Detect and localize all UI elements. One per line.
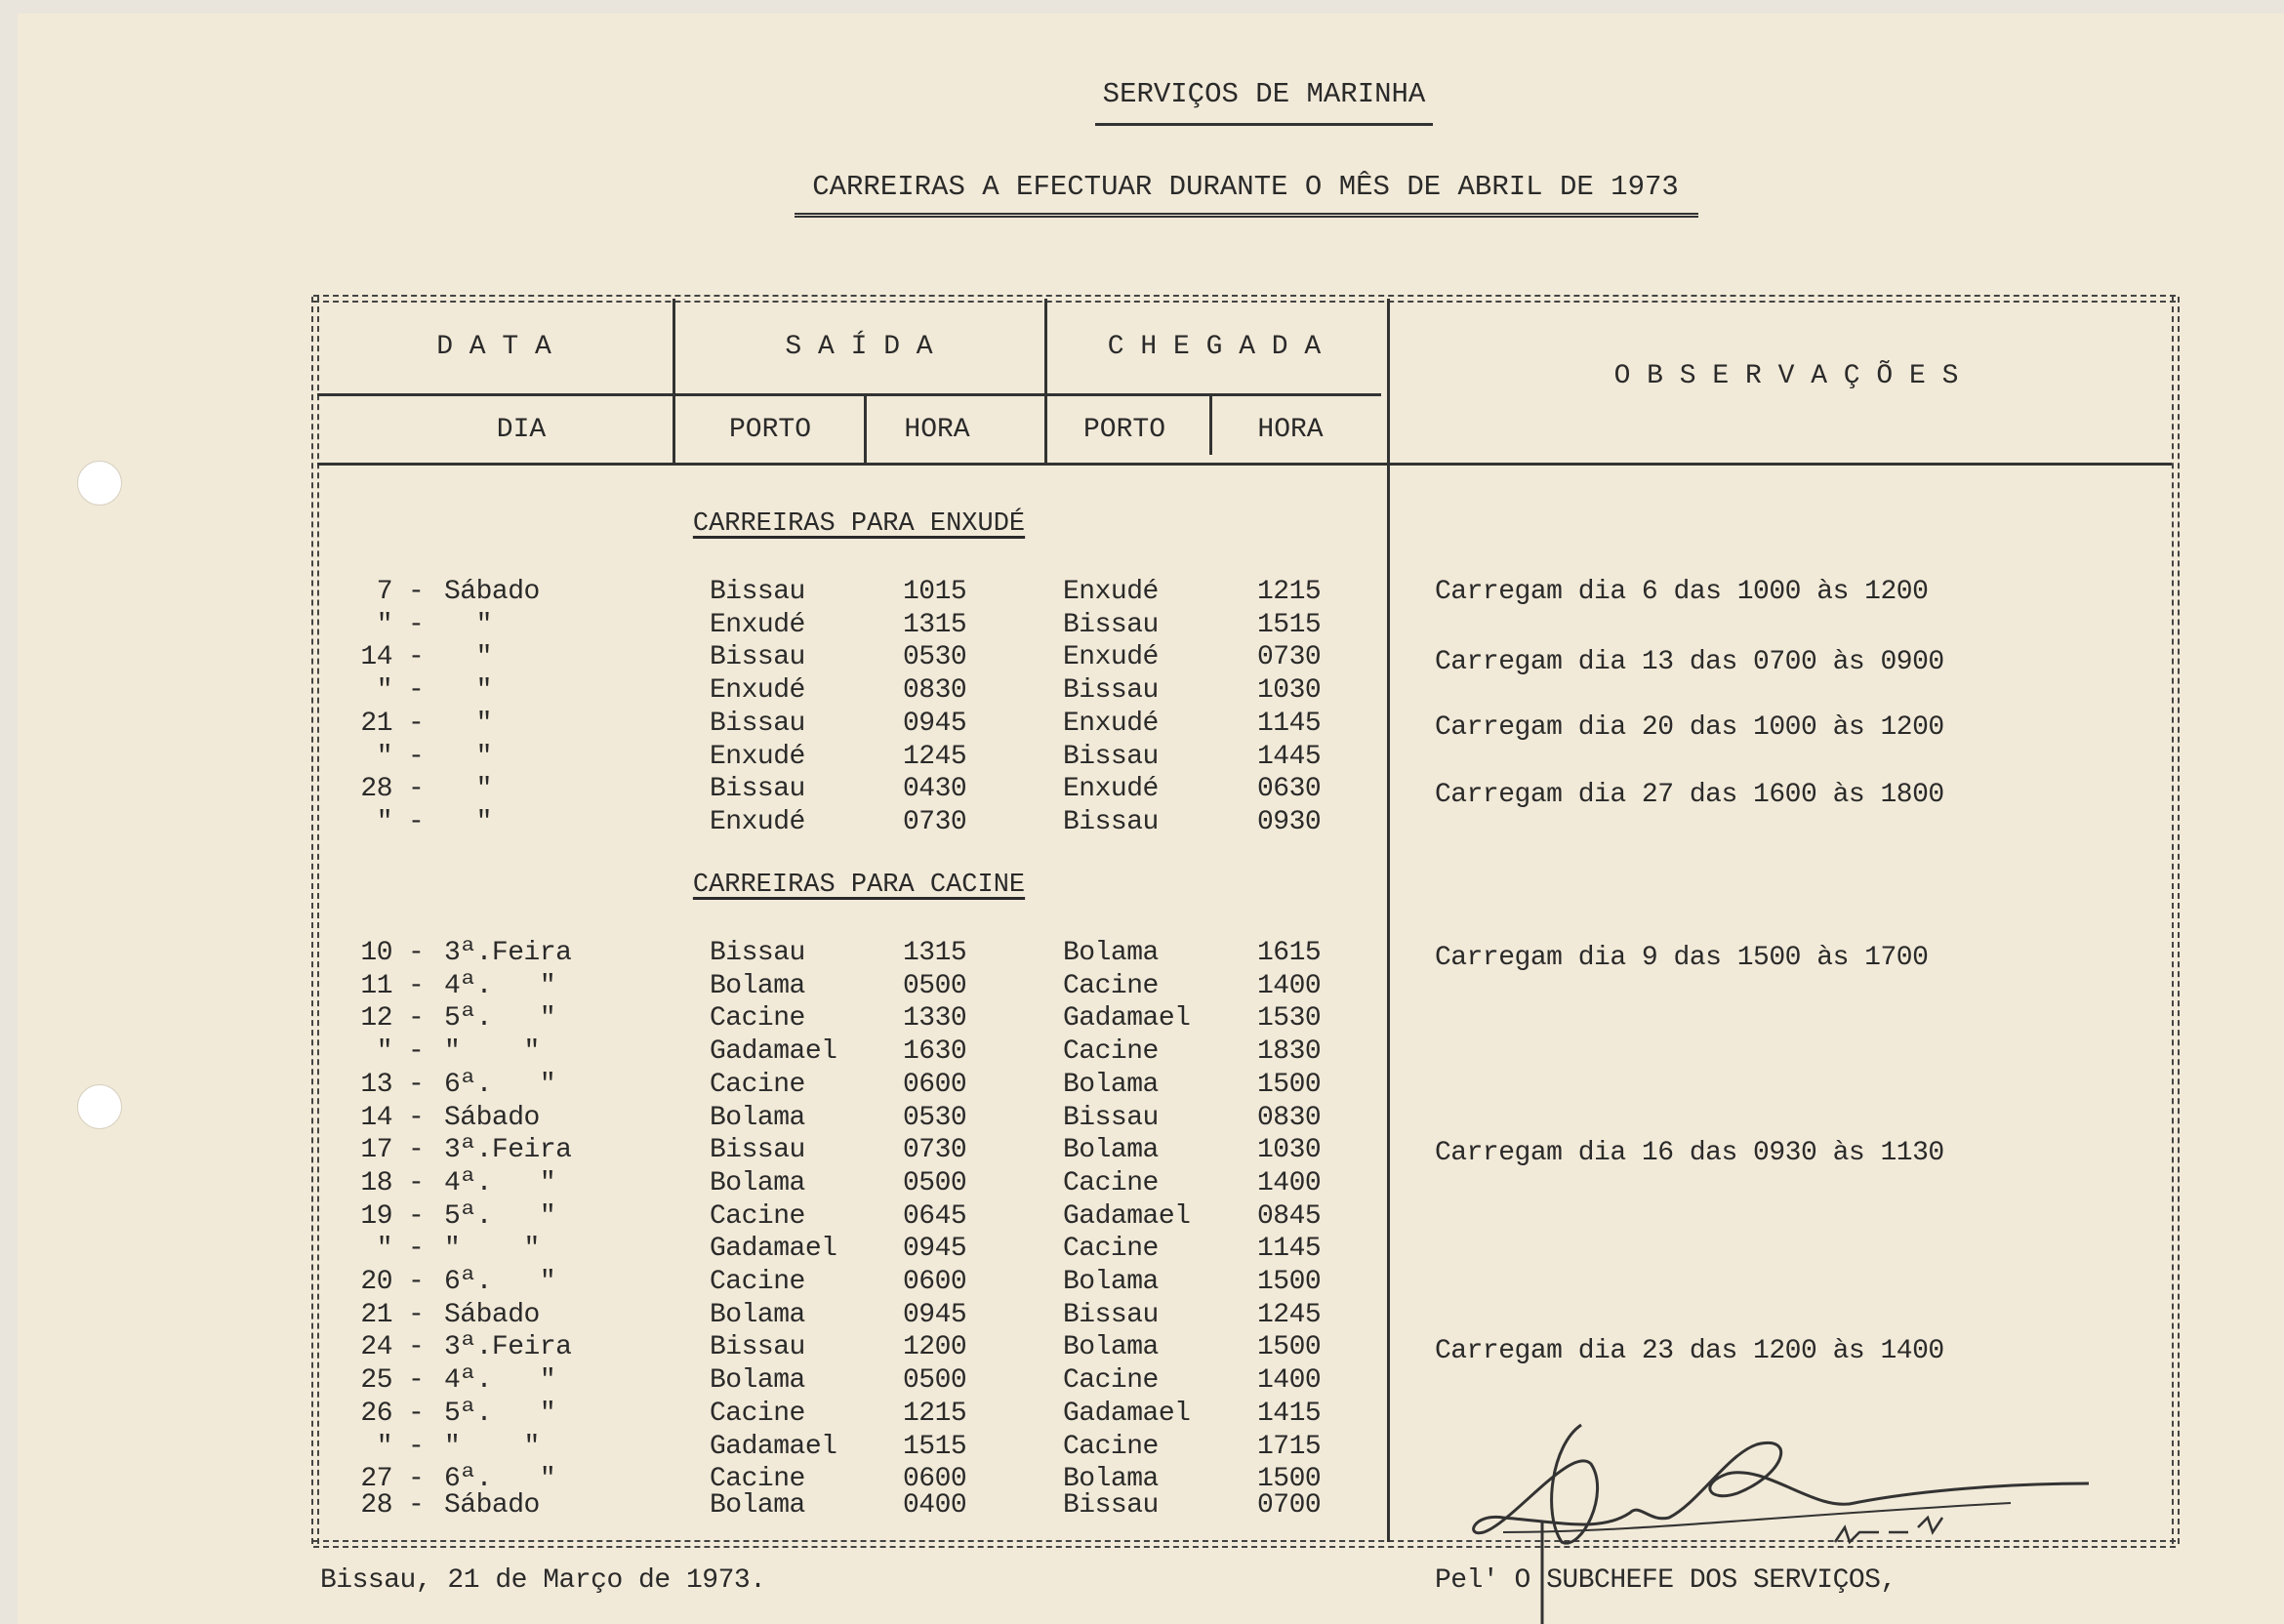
dash-cell: - (408, 741, 425, 772)
arrival-time-cell: 1215 (1257, 577, 1322, 607)
weekday-cell: Sábado (444, 1102, 540, 1133)
weekday-cell: " (444, 806, 492, 837)
departure-port-cell: Bissau (710, 577, 805, 607)
arrival-port-cell: Cacine (1063, 1036, 1159, 1068)
observation-note: Carregam dia 23 das 1200 às 1400 (1435, 1336, 1944, 1366)
arrival-time-cell: 1500 (1257, 1267, 1322, 1297)
departure-port-cell: Bissau (710, 1332, 805, 1363)
weekday-cell: Sábado (444, 577, 540, 607)
arrival-port-cell: Bissau (1063, 1490, 1159, 1522)
day-cell: 20 (360, 1267, 392, 1297)
departure-port-cell: Cacine (710, 1398, 805, 1429)
departure-time-cell: 0600 (903, 1069, 967, 1100)
departure-time-cell: 1315 (903, 609, 967, 640)
arrival-time-cell: 1400 (1257, 1167, 1322, 1198)
day-cell: " (376, 609, 392, 640)
day-cell: " (376, 1431, 392, 1462)
dash-cell: - (408, 1102, 425, 1133)
day-cell: 7 (376, 577, 392, 607)
departure-port-cell: Cacine (710, 1003, 805, 1035)
weekday-cell: 5ª. " (444, 1003, 556, 1035)
dash-cell: - (408, 1200, 425, 1232)
weekday-cell: 5ª. " (444, 1200, 556, 1232)
departure-time-cell: 1200 (903, 1332, 967, 1363)
dash-cell: - (408, 1365, 425, 1397)
dash-cell: - (408, 1490, 425, 1522)
day-cell: 28 (360, 1490, 392, 1522)
weekday-cell: " (444, 708, 492, 739)
day-cell: 17 (360, 1135, 392, 1166)
observation-note: Carregam dia 13 das 0700 às 0900 (1435, 647, 1944, 677)
departure-port-cell: Cacine (710, 1267, 805, 1297)
day-cell: 18 (360, 1167, 392, 1198)
dash-cell: - (408, 938, 425, 968)
arrival-time-cell: 0700 (1257, 1490, 1322, 1522)
title-underline (1095, 123, 1433, 126)
arrival-port-cell: Cacine (1063, 1431, 1159, 1462)
dash-cell: - (408, 675, 425, 707)
header-porto-saida: PORTO (728, 415, 812, 445)
header-porto-chegada: PORTO (1082, 415, 1166, 445)
departure-port-cell: Bolama (710, 1102, 805, 1133)
arrival-port-cell: Enxudé (1063, 774, 1159, 805)
arrival-time-cell: 0630 (1257, 774, 1322, 805)
arrival-port-cell: Enxudé (1063, 708, 1159, 739)
signatory-line: Pel' O SUBCHEFE DOS SERVIÇOS, (1435, 1565, 1897, 1596)
departure-time-cell: 0600 (903, 1464, 967, 1495)
dash-cell: - (408, 1332, 425, 1363)
departure-port-cell: Cacine (710, 1200, 805, 1232)
weekday-cell: Sábado (444, 1299, 540, 1330)
departure-time-cell: 0500 (903, 970, 967, 1001)
departure-time-cell: 0530 (903, 642, 967, 673)
departure-time-cell: 0730 (903, 1135, 967, 1166)
departure-time-cell: 1630 (903, 1036, 967, 1068)
dash-cell: - (408, 1234, 425, 1265)
arrival-port-cell: Bissau (1063, 741, 1159, 772)
day-cell: 24 (360, 1332, 392, 1363)
arrival-port-cell: Bolama (1063, 1267, 1159, 1297)
dash-cell: - (408, 1299, 425, 1330)
weekday-cell: 6ª. " (444, 1267, 556, 1297)
day-cell: 21 (360, 1299, 392, 1330)
arrival-time-cell: 1400 (1257, 970, 1322, 1001)
arrival-port-cell: Bolama (1063, 1135, 1159, 1166)
arrival-time-cell: 1715 (1257, 1431, 1322, 1462)
dash-cell: - (408, 1069, 425, 1100)
dash-cell: - (408, 1003, 425, 1035)
departure-port-cell: Enxudé (710, 806, 805, 837)
arrival-port-cell: Cacine (1063, 1365, 1159, 1397)
arrival-port-cell: Cacine (1063, 1234, 1159, 1265)
header-observacoes: O B S E R V A Ç Õ E S (1613, 361, 1959, 391)
dash-cell: - (408, 609, 425, 640)
day-cell: 10 (360, 938, 392, 968)
arrival-port-cell: Bolama (1063, 938, 1159, 968)
departure-time-cell: 0945 (903, 708, 967, 739)
header-hora-saida: HORA (904, 415, 970, 445)
weekday-cell: " (444, 774, 492, 805)
departure-time-cell: 0830 (903, 675, 967, 707)
header-saida: S A Í D A (785, 332, 933, 362)
weekday-cell: 4ª. " (444, 1365, 556, 1397)
observation-note: Carregam dia 16 das 0930 às 1130 (1435, 1138, 1944, 1168)
dash-cell: - (408, 806, 425, 837)
arrival-port-cell: Bissau (1063, 806, 1159, 837)
arrival-port-cell: Enxudé (1063, 642, 1159, 673)
header-data: D A T A (436, 332, 551, 362)
arrival-port-cell: Cacine (1063, 1167, 1159, 1198)
arrival-port-cell: Bissau (1063, 675, 1159, 707)
day-cell: " (376, 741, 392, 772)
departure-time-cell: 0530 (903, 1102, 967, 1133)
document-title: SERVIÇOS DE MARINHA (1102, 78, 1426, 110)
departure-port-cell: Bolama (710, 1167, 805, 1198)
arrival-time-cell: 1500 (1257, 1069, 1322, 1100)
departure-port-cell: Enxudé (710, 609, 805, 640)
arrival-time-cell: 1515 (1257, 609, 1322, 640)
arrival-time-cell: 1030 (1257, 1135, 1322, 1166)
arrival-time-cell: 1145 (1257, 1234, 1322, 1265)
weekday-cell: 3ª.Feira (444, 1135, 572, 1166)
day-cell: 11 (360, 970, 392, 1001)
arrival-time-cell: 1415 (1257, 1398, 1322, 1429)
arrival-port-cell: Cacine (1063, 970, 1159, 1001)
day-cell: 13 (360, 1069, 392, 1100)
departure-port-cell: Bissau (710, 774, 805, 805)
arrival-port-cell: Bissau (1063, 1299, 1159, 1330)
day-cell: 25 (360, 1365, 392, 1397)
document-subtitle: CARREIRAS A EFECTUAR DURANTE O MÊS DE ABRIL DE 1973 (812, 171, 1679, 203)
handwritten-signature (1445, 1405, 2108, 1624)
weekday-cell: 6ª. " (444, 1464, 556, 1495)
departure-time-cell: 0730 (903, 806, 967, 837)
departure-port-cell: Enxudé (710, 741, 805, 772)
arrival-time-cell: 1400 (1257, 1365, 1322, 1397)
departure-time-cell: 0500 (903, 1365, 967, 1397)
departure-port-cell: Bolama (710, 1365, 805, 1397)
day-cell: " (376, 1234, 392, 1265)
header-hora-chegada: HORA (1257, 415, 1324, 445)
day-cell: 12 (360, 1003, 392, 1035)
departure-port-cell: Bissau (710, 938, 805, 968)
departure-time-cell: 0945 (903, 1234, 967, 1265)
departure-port-cell: Bissau (710, 708, 805, 739)
weekday-cell: 6ª. " (444, 1069, 556, 1100)
departure-port-cell: Gadamael (710, 1036, 837, 1068)
departure-port-cell: Bolama (710, 970, 805, 1001)
subtitle-underline (795, 213, 1698, 218)
weekday-cell: 5ª. " (444, 1398, 556, 1429)
arrival-port-cell: Gadamael (1063, 1200, 1191, 1232)
dash-cell: - (408, 642, 425, 673)
departure-time-cell: 1515 (903, 1431, 967, 1462)
arrival-time-cell: 1830 (1257, 1036, 1322, 1068)
departure-time-cell: 1330 (903, 1003, 967, 1035)
departure-port-cell: Gadamael (710, 1234, 837, 1265)
arrival-port-cell: Bolama (1063, 1332, 1159, 1363)
day-cell: 14 (360, 642, 392, 673)
day-cell: 26 (360, 1398, 392, 1429)
weekday-cell: 3ª.Feira (444, 938, 572, 968)
departure-port-cell: Cacine (710, 1069, 805, 1100)
observation-note: Carregam dia 27 das 1600 às 1800 (1435, 780, 1944, 810)
dash-cell: - (408, 1398, 425, 1429)
punch-hole (77, 461, 122, 506)
departure-time-cell: 1015 (903, 577, 967, 607)
departure-time-cell: 0500 (903, 1167, 967, 1198)
observation-note: Carregam dia 20 das 1000 às 1200 (1435, 712, 1944, 743)
arrival-port-cell: Gadamael (1063, 1398, 1191, 1429)
departure-time-cell: 1315 (903, 938, 967, 968)
weekday-cell: " (444, 642, 492, 673)
arrival-port-cell: Bissau (1063, 1102, 1159, 1133)
day-cell: 19 (360, 1200, 392, 1232)
day-cell: 21 (360, 708, 392, 739)
arrival-time-cell: 1530 (1257, 1003, 1322, 1035)
weekday-cell: " " (444, 1036, 540, 1068)
departure-port-cell: Bolama (710, 1299, 805, 1330)
departure-time-cell: 0600 (903, 1267, 967, 1297)
punch-hole (77, 1084, 122, 1129)
weekday-cell: " " (444, 1431, 540, 1462)
arrival-time-cell: 0930 (1257, 806, 1322, 837)
weekday-cell: 4ª. " (444, 970, 556, 1001)
header-dia: DIA (496, 415, 547, 445)
dash-cell: - (408, 708, 425, 739)
arrival-time-cell: 1615 (1257, 938, 1322, 968)
departure-time-cell: 0400 (903, 1490, 967, 1522)
day-cell: " (376, 675, 392, 707)
arrival-port-cell: Gadamael (1063, 1003, 1191, 1035)
departure-time-cell: 0645 (903, 1200, 967, 1232)
dash-cell: - (408, 1135, 425, 1166)
arrival-time-cell: 0730 (1257, 642, 1322, 673)
departure-port-cell: Bissau (710, 1135, 805, 1166)
departure-time-cell: 1245 (903, 741, 967, 772)
arrival-port-cell: Enxudé (1063, 577, 1159, 607)
dash-cell: - (408, 1431, 425, 1462)
weekday-cell: 3ª.Feira (444, 1332, 572, 1363)
observation-note: Carregam dia 9 das 1500 às 1700 (1435, 943, 1929, 973)
weekday-cell: " " (444, 1234, 540, 1265)
arrival-port-cell: Bissau (1063, 609, 1159, 640)
arrival-time-cell: 1445 (1257, 741, 1322, 772)
dash-cell: - (408, 1167, 425, 1198)
day-cell: " (376, 1036, 392, 1068)
weekday-cell: Sábado (444, 1490, 540, 1522)
arrival-time-cell: 1500 (1257, 1332, 1322, 1363)
day-cell: 27 (360, 1464, 392, 1495)
header-chegada: C H E G A D A (1107, 332, 1322, 362)
dash-cell: - (408, 970, 425, 1001)
dash-cell: - (408, 1036, 425, 1068)
arrival-port-cell: Bolama (1063, 1464, 1159, 1495)
arrival-time-cell: 0830 (1257, 1102, 1322, 1133)
arrival-time-cell: 1145 (1257, 708, 1322, 739)
place-date: Bissau, 21 de Março de 1973. (320, 1565, 766, 1596)
weekday-cell: " (444, 741, 492, 772)
departure-time-cell: 0945 (903, 1299, 967, 1330)
departure-port-cell: Bissau (710, 642, 805, 673)
section-title: CARREIRAS PARA ENXUDÉ (692, 509, 1026, 539)
arrival-time-cell: 1030 (1257, 675, 1322, 707)
dash-cell: - (408, 774, 425, 805)
dash-cell: - (408, 577, 425, 607)
arrival-time-cell: 0845 (1257, 1200, 1322, 1232)
arrival-time-cell: 1245 (1257, 1299, 1322, 1330)
day-cell: 14 (360, 1102, 392, 1133)
departure-port-cell: Bolama (710, 1490, 805, 1522)
departure-time-cell: 1215 (903, 1398, 967, 1429)
weekday-cell: 4ª. " (444, 1167, 556, 1198)
arrival-port-cell: Bolama (1063, 1069, 1159, 1100)
observation-note: Carregam dia 6 das 1000 às 1200 (1435, 577, 1929, 607)
departure-port-cell: Enxudé (710, 675, 805, 707)
weekday-cell: " (444, 675, 492, 707)
weekday-cell: " (444, 609, 492, 640)
section-title: CARREIRAS PARA CACINE (692, 871, 1026, 900)
departure-port-cell: Cacine (710, 1464, 805, 1495)
day-cell: 28 (360, 774, 392, 805)
dash-cell: - (408, 1464, 425, 1495)
departure-time-cell: 0430 (903, 774, 967, 805)
departure-port-cell: Gadamael (710, 1431, 837, 1462)
day-cell: " (376, 806, 392, 837)
dash-cell: - (408, 1267, 425, 1297)
arrival-time-cell: 1500 (1257, 1464, 1322, 1495)
